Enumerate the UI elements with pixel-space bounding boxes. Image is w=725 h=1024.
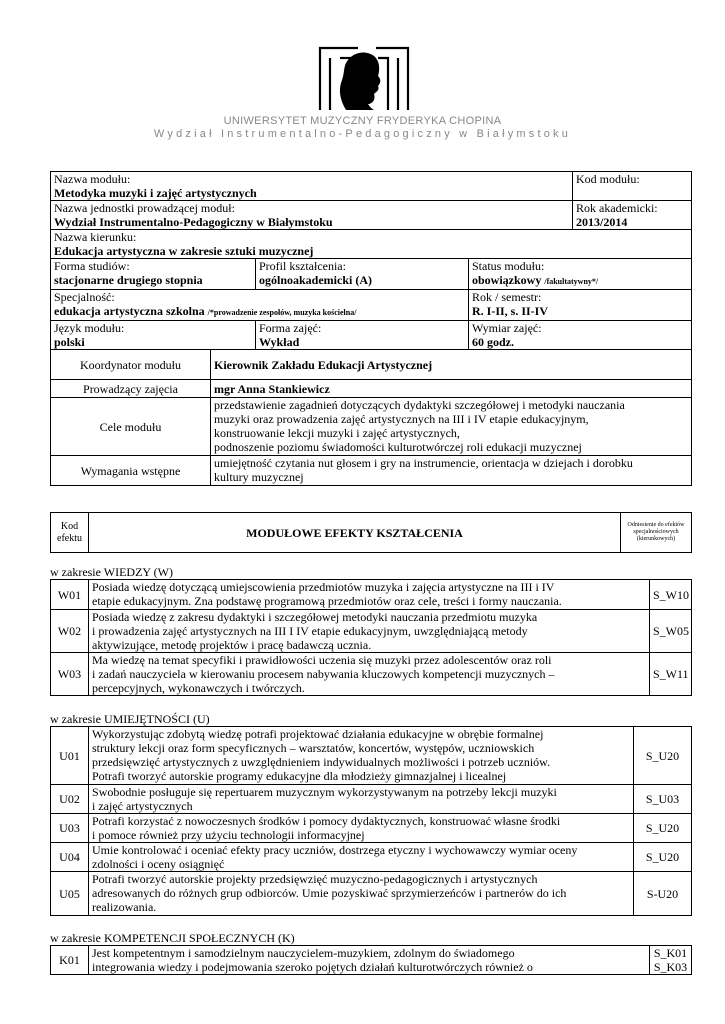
effect-line: Ma wiedzę na temat specyfiki i prawidłowości uczenia się muzyki przez adolescentów oraz roli [92,653,552,667]
status-label: Status modułu: [472,259,545,273]
module-name-cell [51,172,573,201]
effect-line: struktury lekcji oraz form specyficznych – warsztatów, koncertów, występów, uczniowskich [92,741,535,755]
profile-value: ogólnoakademicki (A) [259,273,373,287]
field-cell [51,230,692,259]
req-line: umiejętność czytania nut głosem i gry na instrumencie, orientacja w dziejach i dorobku [214,456,633,470]
effect-line: Wykorzystując zdobytą wiedzę potrafi projektować działania edukacyjne w obrębie formalnej [92,727,544,741]
effect-code: W03 [51,653,89,696]
effect-ref [650,946,692,975]
skills-table [50,726,692,916]
goals-line: podnoszenie poziomu świadomości kulturotwórczej roli edukacji muzycznej [214,440,582,454]
effect-line: Jest kompetentnym i samodzielnym nauczycielem-muzykiem, zdolnym do świadomego [92,946,515,960]
table-row [51,843,692,872]
effect-line: realizowania. [92,900,157,914]
effect-line: Potrafi tworzyć autorskie programy edukacyjne dla młodzieży gimnazjalnej i licealnej [92,769,507,783]
effect-code: W02 [51,610,89,653]
effect-code: U03 [51,814,89,843]
effect-description [89,785,634,814]
effect-ref: S_W10 [650,580,692,610]
class-form-label: Forma zajęć: [259,321,322,335]
effect-description [89,814,634,843]
spec-label: Specjalność: [54,290,115,304]
coord-value: Kierownik Zakładu Edukacji Artystycznej [211,350,692,380]
table-row [51,653,692,696]
effect-line: Potrafi korzystać z nowoczesnych środków i pomocy dydaktycznych, konstruować własne środki [92,814,561,828]
year-value: 2013/2014 [576,215,628,229]
form-value: stacjonarne drugiego stopnia [54,273,203,287]
goals-line: muzyki oraz prowadzenia zajęć artystycznych na III i IV etapie edukacyjnym, [214,412,589,426]
effects-code-header [51,513,89,553]
effect-line: Posiada wiedzę dotyczącą umiejscowienia przedmiotów muzyka i zajęcia artystyczne na III i IV [92,580,555,594]
spec-cell [51,290,469,321]
teacher-value: mgr Anna Stankiewicz [211,380,692,398]
module-name: Metodyka muzyki i zajęć artystycznych [54,186,257,200]
effect-description [89,580,650,610]
effect-line: integrowania wiedzy i podejmowania szeroko pojętych działań kulturotwórczych również o [92,960,533,974]
effect-line: i prowadzenia zajęć artystycznych na III I IV etapie edukacyjnym, uwzględniającą metody [92,624,528,638]
effects-ref-header-line: specjalnościowych [633,529,679,535]
university-logo [318,46,410,112]
class-form-value: Wykład [259,335,300,349]
table-row [51,785,692,814]
coord-label: Koordynator modułu [51,350,211,380]
effect-ref: S-U20 [634,872,692,916]
req-cell [211,456,692,486]
year-cell [573,201,692,230]
effect-code: U05 [51,872,89,916]
unit-cell [51,201,573,230]
profile-label: Profil kształcenia: [259,259,346,273]
effect-line: aktywizujące, metodę projektów i pracę badawczą ucznia. [92,638,372,652]
effect-ref: S_W11 [650,653,692,696]
spec-note: /*prowadzenie zespołów, muzyka kościelna/ [207,308,357,317]
effect-line: Potrafi tworzyć autorskie projekty przedsięwzięć muzyczno-pedagogicznych i artystycznych [92,872,538,886]
effect-line: Swobodnie posługuje się repertuarem muzycznym wykorzystywanym na potrzeby lekcji muzyki [92,785,557,799]
effects-code-header-line: efektu [57,532,82,544]
effect-line: i pomoce również przy użyciu technologii informacyjnej [92,828,365,842]
effects-ref-header [621,513,692,553]
req-line: kultury muzycznej [214,470,304,484]
class-form-cell [256,321,469,350]
module-code-cell [573,172,692,201]
effect-code: W01 [51,580,89,610]
table-row [51,610,692,653]
effect-line: Posiada wiedzę z zakresu dydaktyki i szczegółowej metodyki nauczania przedmiotu muzyka [92,610,538,624]
lang-label: Język modułu: [54,321,125,335]
effect-ref: S_U20 [634,843,692,872]
goals-label: Cele modułu [51,398,211,456]
term-value: R. I-II, s. II-IV [472,304,549,318]
effects-ref-header-line: (kierunkowych) [636,536,676,542]
effect-ref: S_U03 [634,785,692,814]
effect-ref-line: S_K03 [653,960,688,974]
effect-ref: S_U20 [634,727,692,785]
lang-value: polski [54,335,85,349]
effect-line: przedsięwzięć artystycznych z uwzględnieniem indywidualnych możliwości i potrzeb uczniów. [92,755,551,769]
table-row [51,814,692,843]
spec-value: edukacja artystyczna szkolna [54,304,205,318]
effect-line: percepcyjnych, wykonawczych i twórczych. [92,681,305,695]
status-value: obowiązkowy [472,273,542,287]
form-cell [51,259,256,290]
term-label: Rok / semestr: [472,290,542,304]
effects-ref-header-line: Odniesienie do efektów [627,522,685,528]
effect-line: i zadań nauczyciela w kierowaniu procesem nabywania kluczowych kompetencji muzycznych – [92,667,555,681]
profile-cell [256,259,469,290]
effect-description [89,843,634,872]
module-details-table [50,349,692,486]
effect-code: U02 [51,785,89,814]
module-info-table [50,171,692,350]
field-label: Nazwa kierunku: [54,230,137,244]
effect-description [89,610,650,653]
competences-heading: w zakresie KOMPETENCJI SPOŁECZNYCH (K) [50,931,295,945]
req-label: Wymagania wstępne [51,456,211,486]
effect-line: zdolności i oceny osiągnięć [92,857,225,871]
effects-code-header-line: Kod [60,520,79,532]
competences-table [50,945,692,975]
effect-ref-line: S_K01 [653,946,688,960]
year-label: Rok akademicki: [576,201,658,215]
effect-ref: S_W05 [650,610,692,653]
effect-code: U04 [51,843,89,872]
module-code-label: Kod modułu: [576,172,640,186]
table-row [51,580,692,610]
effect-ref: S_U20 [634,814,692,843]
hours-label: Wymiar zajęć: [472,321,542,335]
effects-header-table [50,512,692,553]
effect-code: U01 [51,727,89,785]
hours-value: 60 godz. [472,335,514,349]
effect-description [89,653,650,696]
effect-line: etapie edukacyjnym. Zna podstawę programową przedmiotów oraz cele, treści i formy nauczania. [92,594,562,608]
goals-line: konstruowanie lekcji muzyki i zajęć artystycznych, [214,426,460,440]
form-label: Forma studiów: [54,259,130,273]
goals-line: przedstawienie zagadnień dotyczących dydaktyki szczegółowej i metodyki nauczania [214,398,625,412]
effect-line: i zajęć artystycznych [92,799,193,813]
effect-code: K01 [51,946,89,975]
hours-cell [469,321,692,350]
status-note: /fakultatywny*/ [544,277,599,286]
table-row [51,872,692,916]
knowledge-table [50,579,692,696]
teacher-label: Prowadzący zajęcia [51,380,211,398]
goals-cell [211,398,692,456]
university-name: UNIWERSYTET MUZYCZNY FRYDERYKA CHOPINA [223,115,502,127]
effect-line: Umie kontrolować i oceniać efekty pracy uczniów, dostrzega etyczny i wychowawczy wymiar oceny [92,843,578,857]
knowledge-heading: w zakresie WIEDZY (W) [50,565,173,579]
department-name: Wydział Instrumentalno-Pedagogiczny w Białymstoku [153,128,572,140]
field-name: Edukacja artystyczna w zakresie sztuki muzycznej [54,244,314,258]
lang-cell [51,321,256,350]
effects-title: MODUŁOWE EFEKTY KSZTAŁCENIA [89,513,621,553]
effect-description [89,872,634,916]
unit-label: Nazwa jednostki prowadzącej moduł: [54,201,235,215]
status-cell [469,259,692,290]
module-name-label: Nazwa modułu: [54,172,131,186]
effect-description [89,727,634,785]
term-cell [469,290,692,321]
unit-name: Wydział Instrumentalno-Pedagogiczny w Białymstoku [54,215,333,229]
effect-description [89,946,650,975]
table-row [51,727,692,785]
effect-line: adresowanych do różnych grup odbiorców. Umie pozyskiwać sprzymierzeńców i partnerów do ich [92,886,567,900]
skills-heading: w zakresie UMIEJĘTNOŚCI (U) [50,712,210,726]
table-row [51,946,692,975]
